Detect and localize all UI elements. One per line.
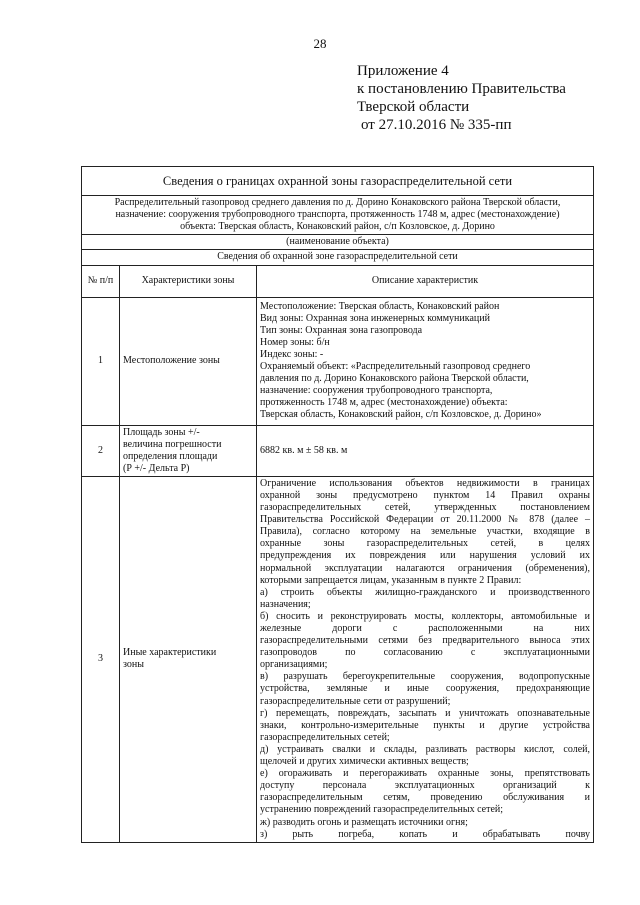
row-2-characteristic-line: определения площади xyxy=(123,450,218,462)
row-2-characteristic xyxy=(120,425,257,476)
object-description xyxy=(82,196,594,235)
row-3-line: е) огораживать и перегораживать охранные зоны, препятствовать xyxy=(260,768,590,780)
object-description-row xyxy=(82,196,594,235)
row-1-line: давления по д. Дорино Конаковского района Тверской области, xyxy=(260,373,529,385)
row-3-characteristic-line: Иные характеристики xyxy=(123,647,217,659)
row-2-characteristic-line: величина погрешности xyxy=(123,438,222,450)
object-description-line-3: объекта: Тверская область, Конаковский район, с/п Козловское, д. Дорино xyxy=(180,221,495,233)
row-1-line: Вид зоны: Охранная зона инженерных коммуникаций xyxy=(260,312,490,324)
row-3-line: Ограничение использования объектов недвижимости в границах xyxy=(260,477,590,489)
row-1-line: Охраняемый объект: «Распределительный газопровод среднего xyxy=(260,361,531,373)
row-1-line: Тип зоны: Охранная зона газопровода xyxy=(260,324,423,336)
row-1-line: Индекс зоны: - xyxy=(260,348,324,360)
row-3-line: б) сносить и реконструировать мосты, коллекторы, автомобильные и xyxy=(260,610,590,622)
table-title: Сведения о границах охранной зоны газораспределительной сети xyxy=(82,167,594,196)
row-1-characteristic: Местоположение зоны xyxy=(120,297,257,425)
row-3-line: которыми запрещается лицам, указанным в пункте 2 Правил: xyxy=(260,574,522,586)
row-3-line: предупреждения их повреждения или нарушения условий их xyxy=(260,550,590,562)
row-2-characteristic-line: Площадь зоны +/- xyxy=(123,426,200,438)
row-3-line: з) рыть погреба, копать и обрабатывать почву xyxy=(260,828,590,840)
page-number: 28 xyxy=(313,36,327,51)
row-3-line: газораспределительным сетям, проведению обслуживания и xyxy=(260,792,590,804)
row-1-number: 1 xyxy=(82,297,120,425)
section-title-row xyxy=(82,250,594,265)
appendix-line-2: к постановлению Правительства xyxy=(357,81,566,97)
row-3-line: организациями; xyxy=(260,659,328,671)
row-3-line: газораспределительные сети от разрушений; xyxy=(260,695,451,707)
row-1-line: Местоположение: Тверская область, Конаковский район xyxy=(260,300,500,312)
row-1-line: назначение: сооружения трубопроводного транспорта, xyxy=(260,385,493,397)
table-header-row xyxy=(82,265,594,297)
zone-info-table xyxy=(81,166,594,843)
row-3-line: а) строить объекты жилищно-гражданского и производственного xyxy=(260,586,590,598)
row-3-characteristic-line: зоны xyxy=(123,659,144,671)
appendix-block xyxy=(357,62,566,134)
table-row xyxy=(82,476,594,842)
appendix-line-1: Приложение 4 xyxy=(357,63,449,79)
row-1-line: Тверская область, Конаковский район, с/п Козловское, д. Дорино» xyxy=(260,409,542,421)
section-title: Сведения об охранной зоне газораспределительной сети xyxy=(82,250,594,265)
appendix-line-4: от 27.10.2016 № 335-пп xyxy=(361,117,512,133)
row-3-line: устранению повреждений газораспределительных сетей; xyxy=(260,804,504,816)
row-3-line: нормальной эксплуатации налагаются ограничения (обременения), xyxy=(260,562,590,574)
row-3-line: газораспределительными сетями без предварительного выноса этих xyxy=(260,635,590,647)
row-3-line: охранной зоны предусмотрено пунктом 14 Правил охраны xyxy=(260,489,590,501)
row-3-description xyxy=(257,476,594,842)
row-1-line: Номер зоны: б/н xyxy=(260,336,330,348)
object-description-line-2: назначение: сооружения трубопроводного транспорта, протяженность 1748 м, адрес (местонахождение) xyxy=(115,209,560,221)
row-3-line: доступу персонала эксплуатационных организаций к xyxy=(260,780,590,792)
object-name-label: (наименование объекта) xyxy=(82,235,594,250)
row-3-line: д) устраивать свалки и склады, разливать растворы кислот, солей, xyxy=(260,743,590,755)
row-1-line: протяженность 1748 м, адрес (местонахождение) объекта: xyxy=(260,397,508,409)
row-3-line: г) перемещать, повреждать, засыпать и уничтожать опознавательные xyxy=(260,707,590,719)
row-3-line: знаки, контрольно-измерительные пункты и другие устройства xyxy=(260,719,590,731)
header-description: Описание характеристик xyxy=(257,265,594,297)
table-row xyxy=(82,425,594,476)
row-3-line: газораспределительных сетей; xyxy=(260,731,390,743)
row-3-line: Правительства Российской Федерации от 20.11.2000 № 878 (далее – xyxy=(260,514,590,526)
row-3-line: газопроводов по согласованию с эксплуатационными xyxy=(260,647,590,659)
row-3-line: в) разрушать берегоукрепительные сооружения, водопропускные xyxy=(260,671,590,683)
row-3-line: ж) разводить огонь и размещать источники огня; xyxy=(260,816,468,828)
row-3-line: газораспределительных сетей, утвержденных постановлением xyxy=(260,502,590,514)
row-2-number: 2 xyxy=(82,425,120,476)
row-3-line: охранные зоны газораспределительных сетей, в целях xyxy=(260,538,590,550)
row-3-line: устройства, земляные и иные сооружения, предохраняющие xyxy=(260,683,590,695)
row-3-line: щелочей и других химически активных веществ; xyxy=(260,756,469,768)
row-3-line: Правила), согласно которому на земельные участки, входящие в xyxy=(260,526,590,538)
header-number: № п/п xyxy=(82,265,120,297)
row-1-description xyxy=(257,297,594,425)
header-characteristics: Характеристики зоны xyxy=(120,265,257,297)
row-3-number: 3 xyxy=(82,476,120,842)
object-description-line-1: Распределительный газопровод среднего давления по д. Дорино Конаковского района Тверской области, xyxy=(114,197,561,209)
appendix-line-3: Тверской области xyxy=(357,99,470,115)
row-3-line: железные дороги с расположенными на них xyxy=(260,623,590,634)
table-title-row xyxy=(82,167,594,196)
row-2-description: 6882 кв. м ± 58 кв. м xyxy=(257,425,594,476)
row-3-characteristic xyxy=(120,476,257,842)
table-row xyxy=(82,297,594,425)
row-3-line: назначения; xyxy=(260,598,311,610)
object-name-label-row xyxy=(82,235,594,250)
row-2-characteristic-line: (Р +/- Дельта Р) xyxy=(123,462,190,474)
